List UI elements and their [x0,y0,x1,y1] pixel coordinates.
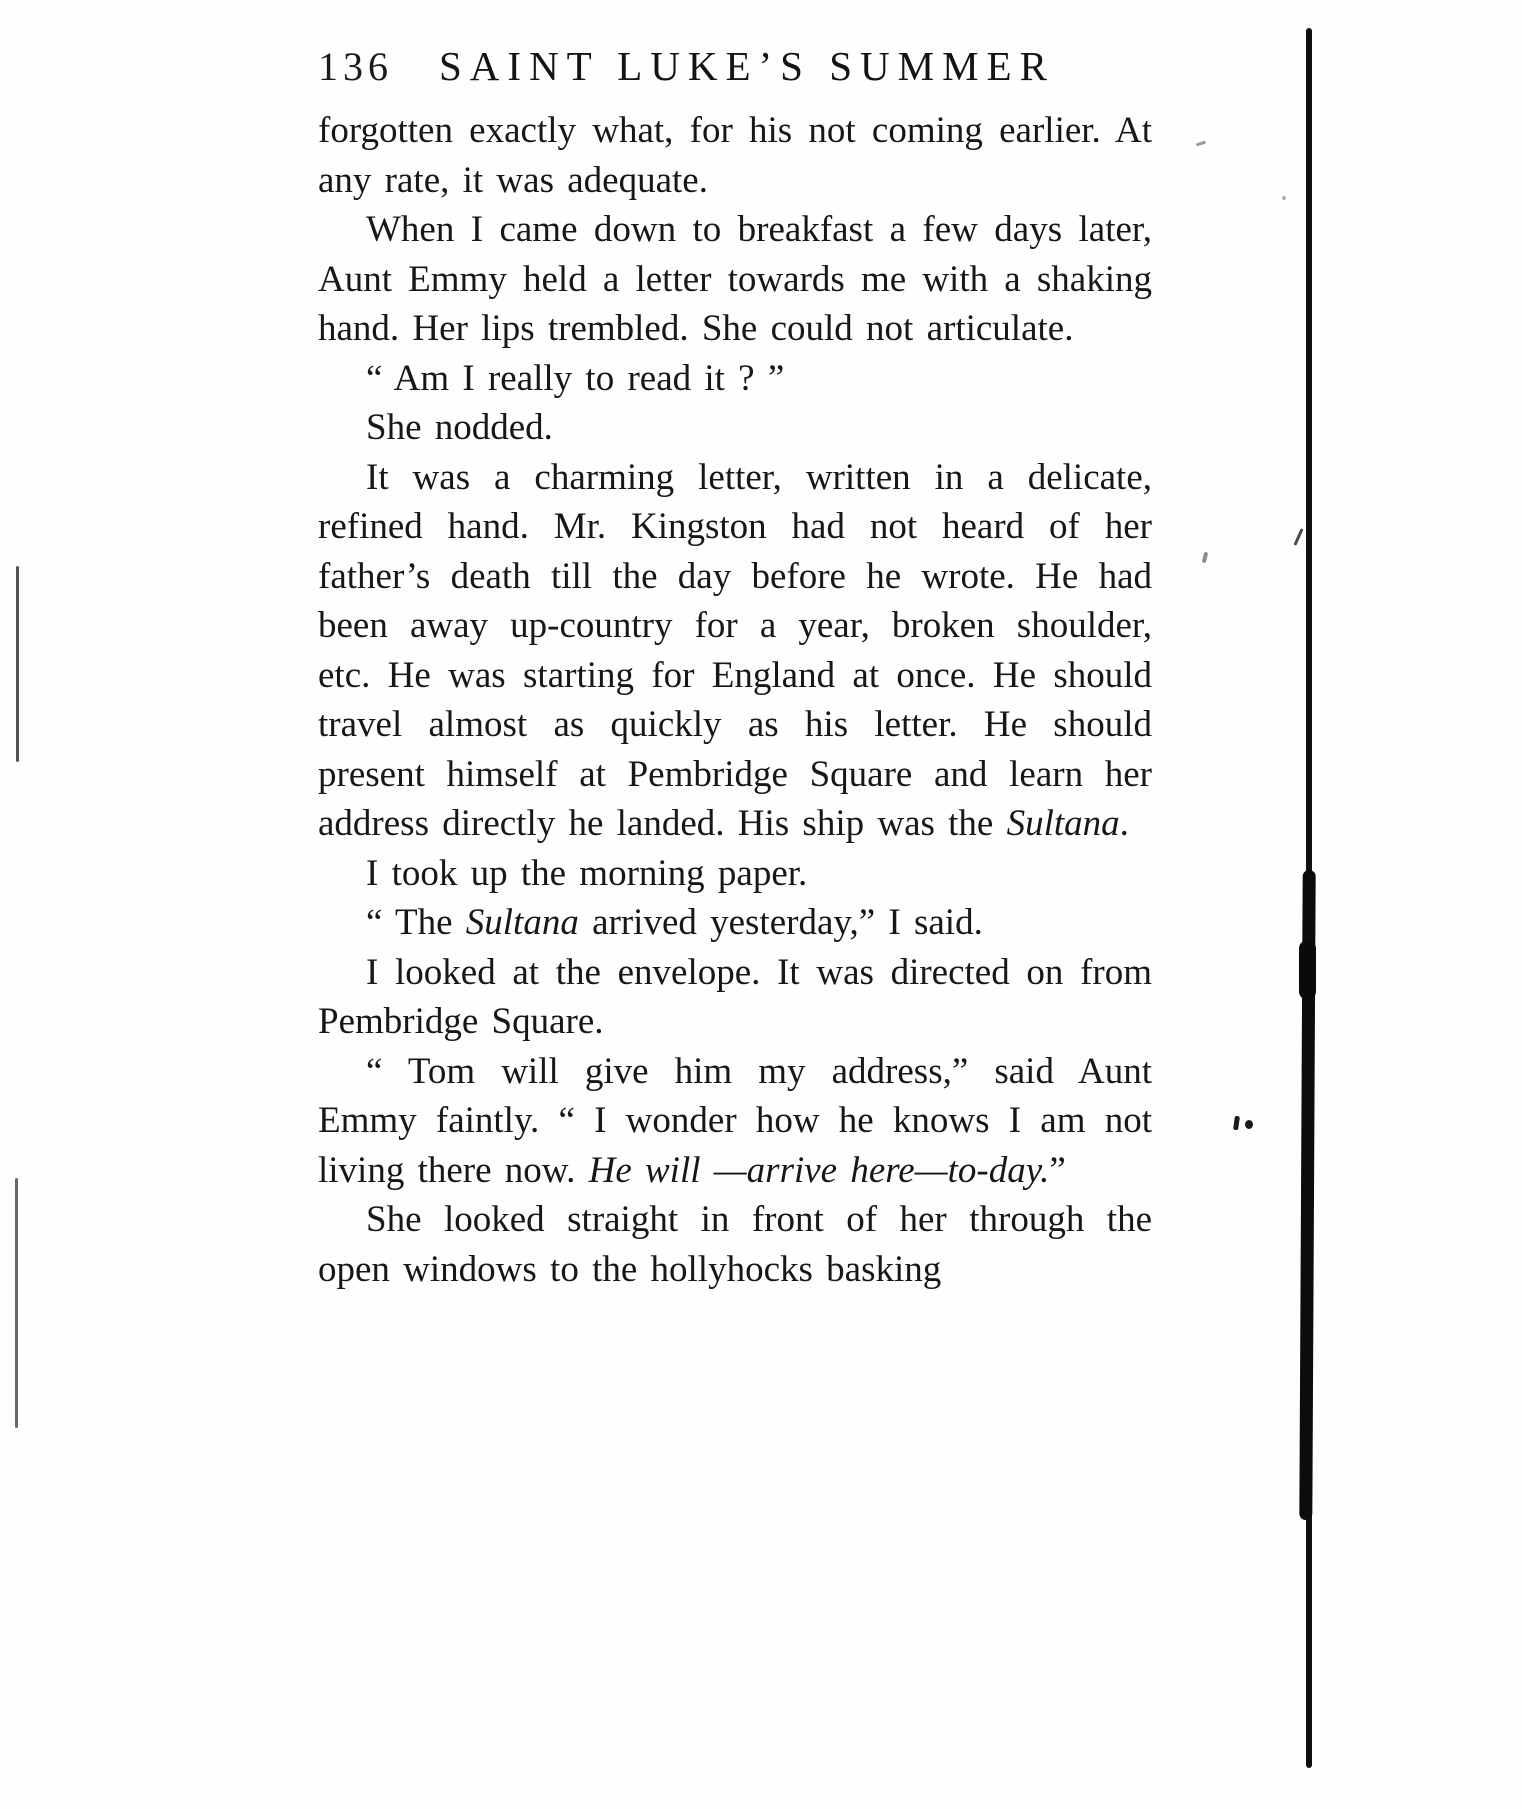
text-run: “ Am I really to read it ? ” [366,357,785,399]
paragraph [318,354,1152,404]
running-title: SAINT LUKE’S SUMMER [439,43,1055,89]
page-number: 136 [318,44,393,89]
text-run: “ The [366,902,466,943]
scan-artifact-ink-spot [1234,1114,1256,1134]
scan-artifact-left-mark-upper [16,566,19,762]
page-body [318,106,1152,1294]
text-run: arrived yesterday,” I said. [578,902,983,943]
paragraph [318,403,1152,453]
paragraph [318,1047,1152,1196]
text-run-italic: Sultana [1006,803,1120,844]
paragraph [318,205,1152,354]
paragraph [318,948,1152,1047]
scan-artifact-right-edge-blob [1299,940,1316,1000]
paragraph [318,849,1152,899]
text-run: forgotten exactly what, for his not coming earlier. At any rate, it was adequate. [318,110,1152,201]
scan-artifact-speck [1196,141,1206,147]
paragraph [318,453,1152,849]
scan-artifact-speck [1202,552,1209,564]
paragraph [318,898,1152,948]
paragraph [318,106,1152,205]
scan-artifact-speck [1293,528,1303,546]
text-run-italic: Sultana [465,902,579,943]
text-run: She nodded. [366,407,553,448]
text-run: I looked at the envelope. It was directed on from Pembridge Square. [318,951,1152,1042]
scan-artifact-speck [1282,196,1286,200]
paragraph [318,1195,1152,1294]
page-header [318,42,1158,90]
text-run: She looked straight in front of her through the open windows to the hollyhocks basking [318,1199,1152,1290]
scan-artifact-left-mark-lower [15,1178,18,1428]
text-run-italic: He will —arrive here—to-day. [588,1149,1050,1191]
text-run: . [1119,803,1129,844]
text-run: ” [1049,1149,1066,1191]
text-run: It was a charming letter, written in a delicate, refined hand. Mr. Kingston had not heard of her father’s death till the day before he wrote. He had been away up-country for a year, broken shoulder, etc. He was starting for England at once. He should travel almost as quickly as his letter. He should present himself at Pembridge Square and learn her address directly he landed. His ship was the [318,456,1152,844]
text-run: I took up the morning paper. [366,852,808,894]
text-run: When I came down to breakfast a few days later, Aunt Emmy held a letter towards me with a shaking hand. Her lips trembled. She could not articulate. [318,209,1152,349]
text-run: “ Tom will give him my address,” said Aunt Emmy faintly. “ I wonder how he knows I am not living there now. [318,1050,1152,1191]
